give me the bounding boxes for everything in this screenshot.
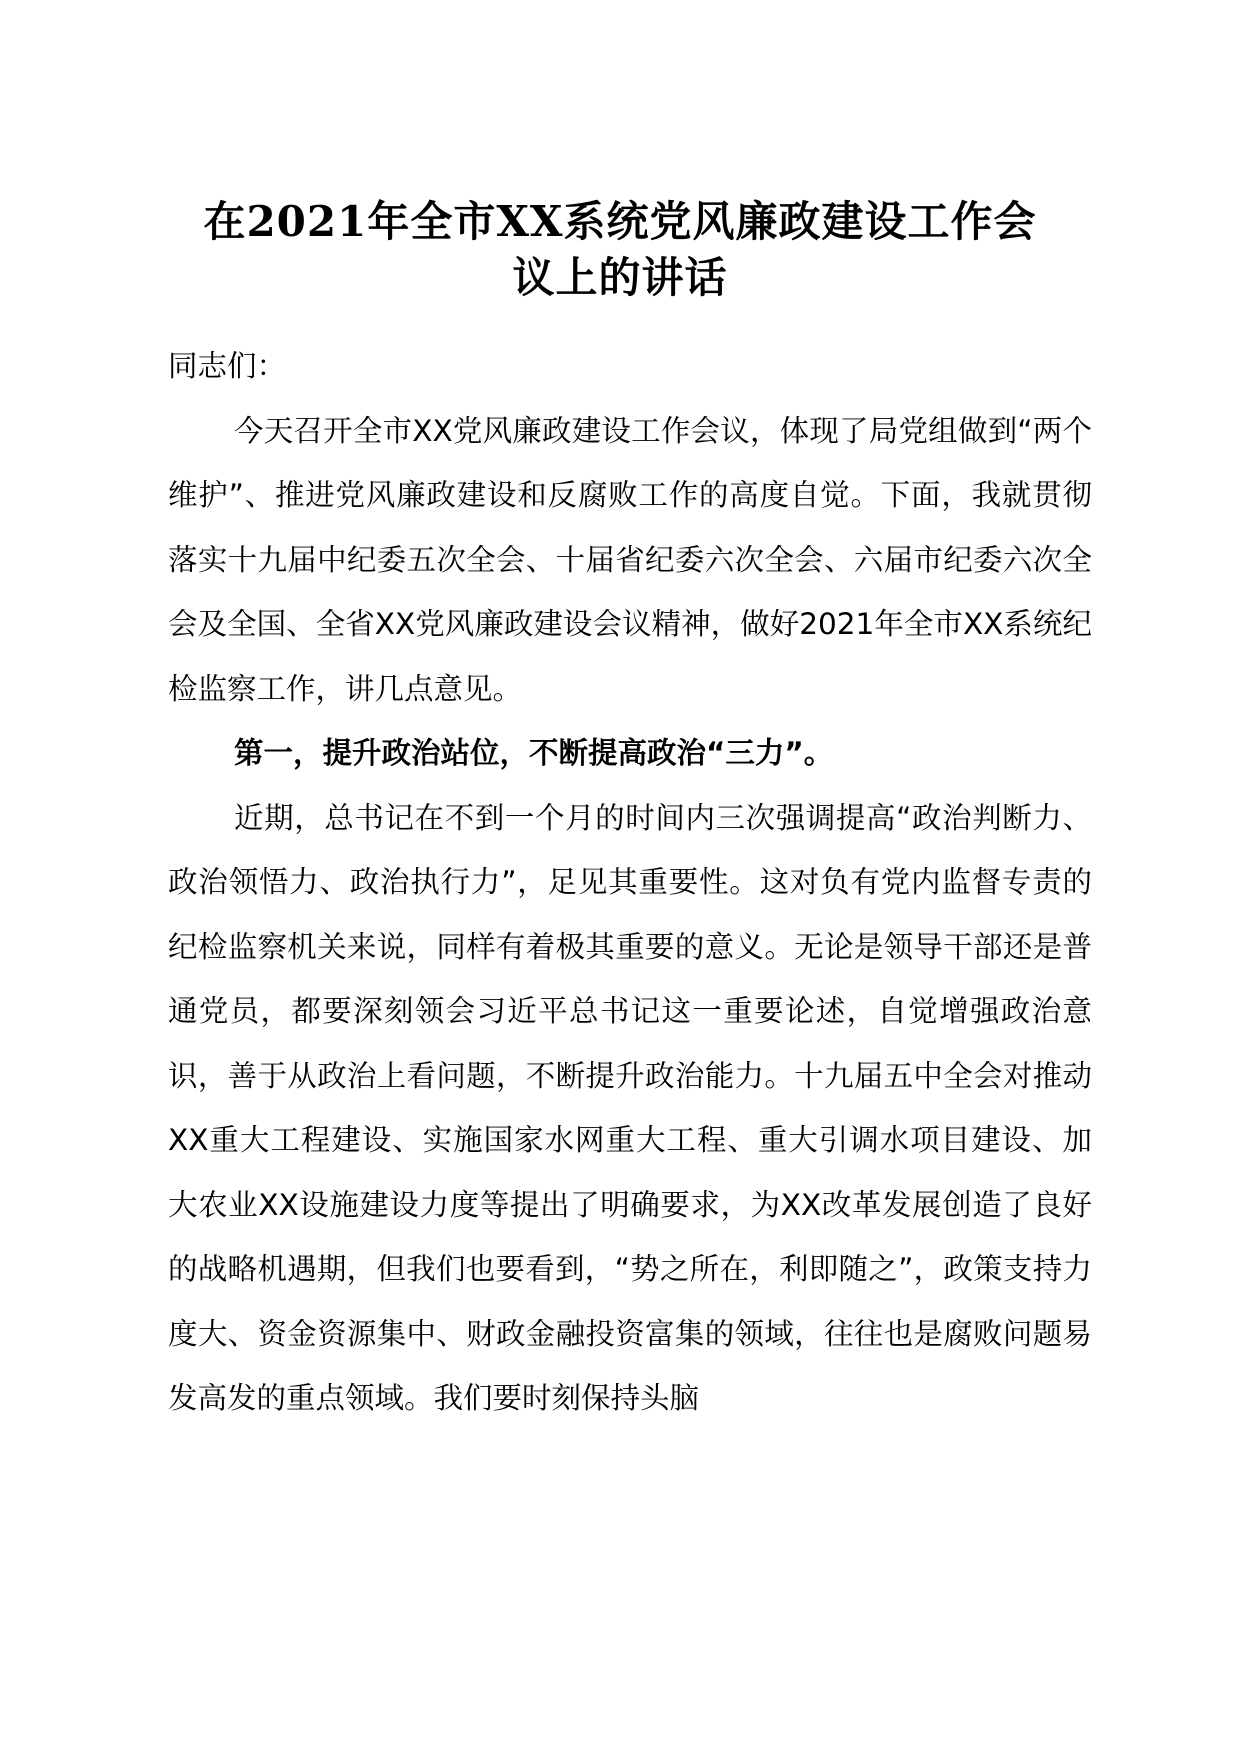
section-heading: 第一，提升政治站位，不断提高政治“三力”。 — [234, 736, 834, 770]
paragraph-intro: 今天召开全市XX党风廉政建设工作会议，体现了局党组做到“两个维护”、推进党风廉政建设和反腐败工作的高度自觉。下面，我就贯彻落实十九届中纪委五次全会、十届省纪委六次全会、六届市纪委六次全会及全国、全省XX党风廉政建设会议精神，做好2021年全市XX系统纪检监察工作，讲几点意见。 — [168, 413, 1092, 706]
document-body — [168, 334, 1092, 1431]
title-line-1: 在2021年全市XX系统党风廉政建设工作会 — [203, 197, 1037, 246]
document-title — [150, 194, 1090, 306]
title-line-2: 议上的讲话 — [512, 253, 728, 302]
salutation: 同志们： — [168, 349, 287, 383]
paragraph-body: 近期，总书记在不到一个月的时间内三次强调提高“政治判断力、政治领悟力、政治执行力”，足见其重要性。这对负有党内监督专责的纪检监察机关来说，同样有着极其重要的意义。无论是领导干部还是普通党员，都要深刻领会习近平总书记这一重要论述，自觉增强政治意识，善于从政治上看问题，不断提升政治能力。十九届五中全会对推动XX重大工程建设、实施国家水网重大工程、重大引调水项目建设、加大农业XX设施建设力度等提出了明确要求，为XX改革发展创造了良好的战略机遇期，但我们也要看到，“势之所在，利即随之”，政策支持力度大、资金资源集中、财政金融投资富集的领域，往往也是腐败问题易发高发的重点领域。我们要时刻保持头脑 — [168, 800, 1092, 1415]
